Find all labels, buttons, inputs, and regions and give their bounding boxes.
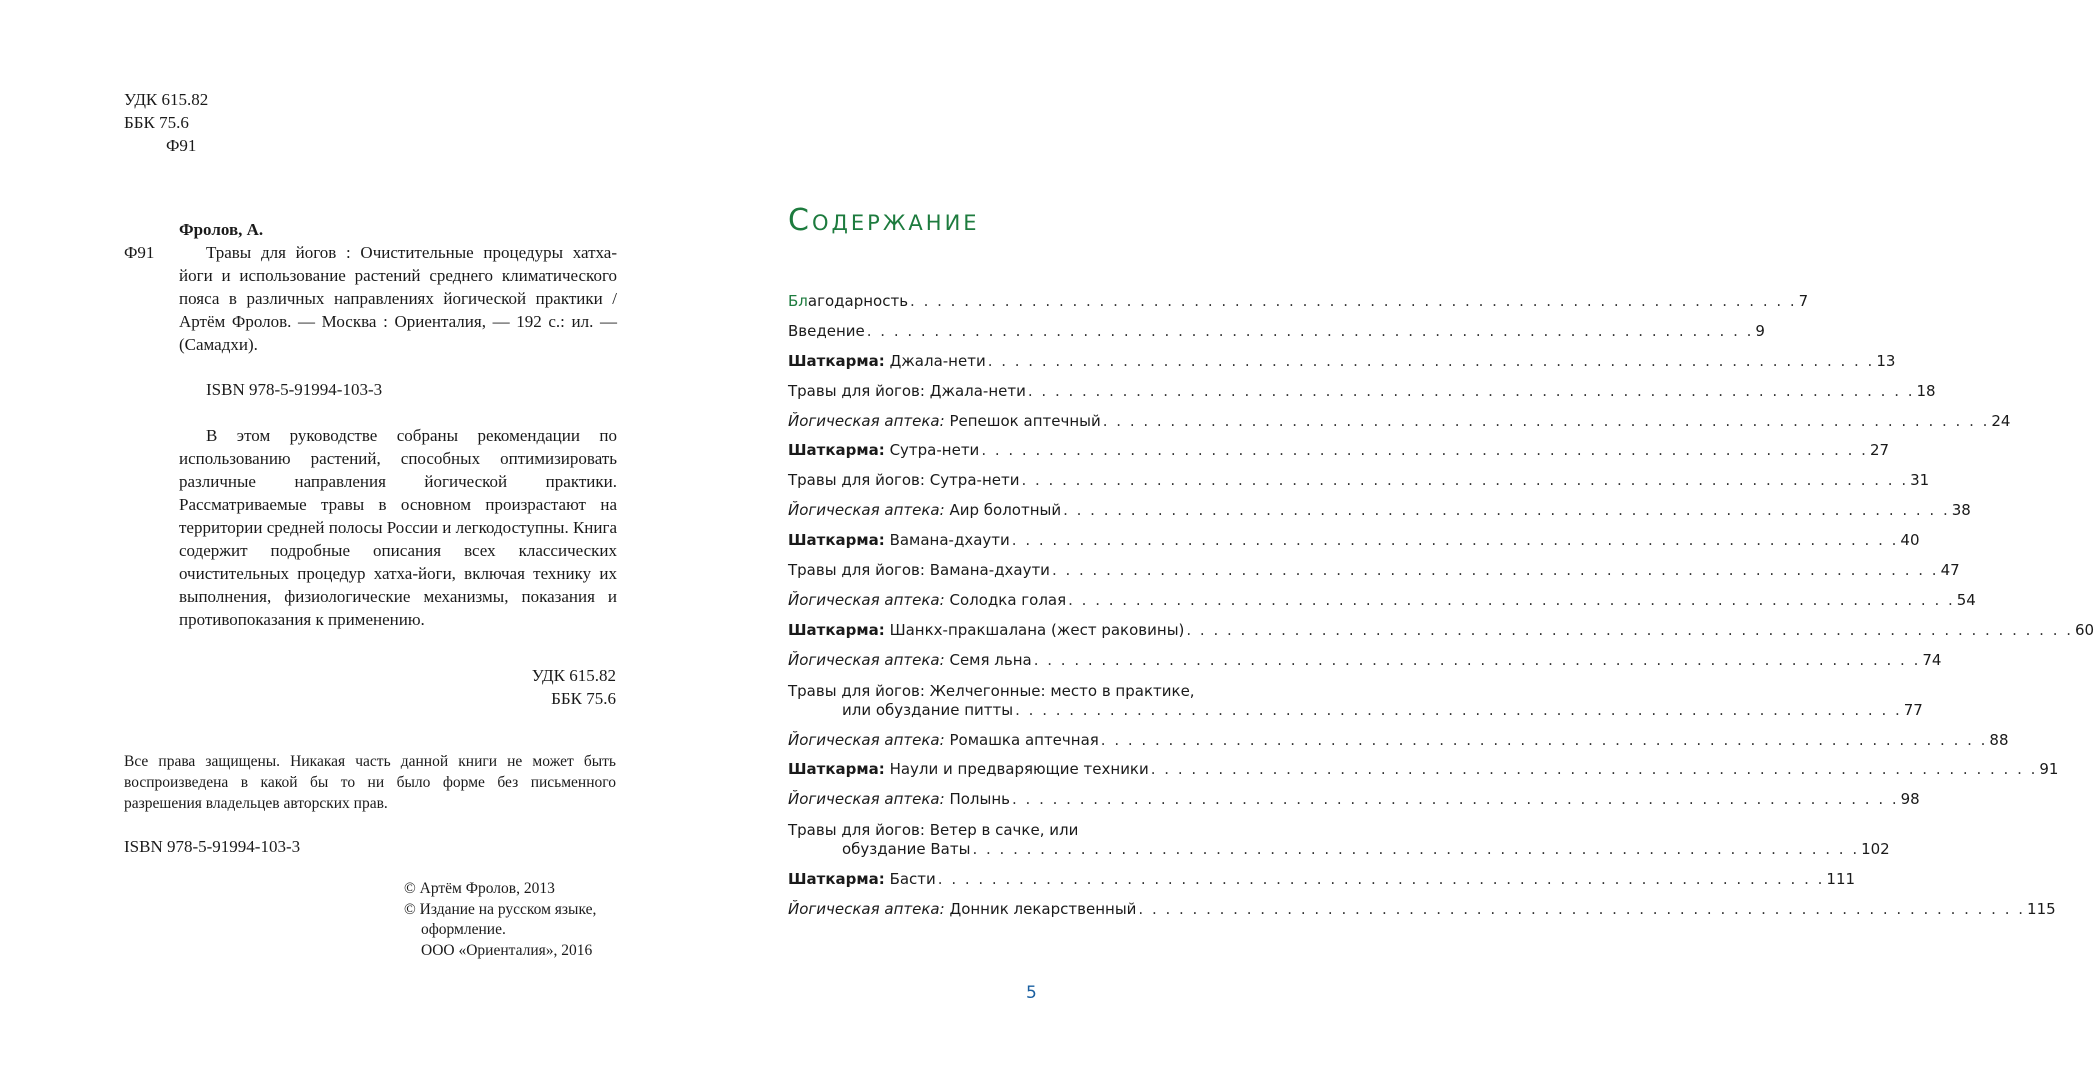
- toc-item-text: Басти: [889, 870, 936, 889]
- toc-section-label: Йогическая аптека:: [788, 411, 945, 430]
- author-mark-code: Ф91: [124, 243, 155, 262]
- annotation: В этом руководстве собраны рекомендации по использованию растений, способных оптимизировать различные направления йогической практики. Рассматриваемые травы в основном произрастают на территории средней полосы России и легкодоступны. Книга содержит подробные описания всех классических очистительных процедур хатха-йоги, включая технику их выполнения, физиологические механизмы, показания и противопоказания к применению.: [179, 426, 617, 629]
- toc-item[interactable]: [788, 790, 1920, 820]
- toc-item-title: [788, 651, 1032, 669]
- copyright-author: © Артём Фролов, 2013: [404, 880, 555, 897]
- toc-page-number: 27: [1869, 441, 1890, 460]
- toc-item[interactable]: [788, 351, 1896, 382]
- toc-section-label: Йогическая аптека:: [788, 900, 945, 919]
- left-page: [0, 0, 700, 1080]
- bibliographic-description: Травы для йогов : Очистительные процедуры хатха-йоги и использование растений среднего климатического пояса в различных направлениях йогической практики / Артём Фролов. — Москва : Ориенталия, — 192 с.: ил. — (Самадхи).: [179, 243, 617, 354]
- toc-item[interactable]: [788, 590, 1976, 621]
- toc-page-number: 91: [2039, 760, 2059, 779]
- toc-leader-dots: . . . . . . . . . . . . . . . . . . . . . . . . . . . . . . . . . . . . . . . . . . . . . . . . . . . . . . . . . . . . . . . . . .: [981, 441, 1868, 460]
- toc-section-label: Шаткарма:: [788, 760, 885, 779]
- toc-item-text: Солодка голая: [949, 590, 1067, 609]
- toc-page-number: 47: [1940, 561, 1960, 580]
- toc-item-text: Аир болотный: [949, 501, 1062, 520]
- toc-section-label: Йогическая аптека:: [788, 790, 945, 809]
- toc-leader-dots: . . . . . . . . . . . . . . . . . . . . . . . . . . . . . . . . . . . . . . . . . . . . . . . . . . . . . . . . . . . . . . . . . .: [1012, 790, 1899, 809]
- toc-item-title: [788, 501, 1061, 519]
- udk-code: УДК 615.82: [124, 90, 209, 109]
- toc-item[interactable]: [788, 900, 2056, 930]
- toc-page-number: 77: [1903, 700, 1923, 719]
- toc-leader-dots: . . . . . . . . . . . . . . . . . . . . . . . . . . . . . . . . . . . . . . . . . . . . . . . . . . . . . . . . . . . . . . . . . .: [972, 840, 1860, 859]
- toc-item-continuation: или обуздание питты: [842, 700, 1014, 719]
- isbn: ISBN 978-5-91994-103-3: [206, 380, 383, 399]
- toc-item-title: [788, 382, 1026, 400]
- toc-item-title: [788, 591, 1066, 609]
- author-mark: Ф91: [166, 136, 197, 155]
- toc-item-text: Наули и предваряющие техники: [889, 760, 1149, 779]
- toc-item-title: [788, 531, 1010, 549]
- toc-item[interactable]: [788, 650, 1942, 681]
- toc-item[interactable]: [788, 870, 1856, 900]
- toc-page-number: 38: [1951, 501, 1971, 520]
- toc-item-text: Введение: [788, 321, 865, 340]
- toc-section-label: Йогическая аптека:: [788, 650, 945, 669]
- toc-item-title: [788, 322, 865, 340]
- toc-item[interactable]: [788, 820, 1890, 870]
- toc-section-label: Йогическая аптека:: [788, 501, 945, 520]
- toc-item-text: Травы для йогов: Желчегонные: место в практике,: [788, 681, 1195, 700]
- toc-page-number: 115: [2027, 900, 2056, 919]
- isbn-bottom: ISBN 978-5-91994-103-3: [124, 837, 301, 856]
- toc-leader-dots: . . . . . . . . . . . . . . . . . . . . . . . . . . . . . . . . . . . . . . . . . . . . . . . . . . . . . . . . . . . . . . . . . .: [1102, 411, 1990, 430]
- toc-item[interactable]: [788, 471, 1930, 501]
- toc-title: Содержание: [788, 203, 980, 238]
- toc-leader-dots: . . . . . . . . . . . . . . . . . . . . . . . . . . . . . . . . . . . . . . . . . . . . . . . . . . . . . . . . . . . . . . . . . .: [1033, 650, 1921, 669]
- toc-item-text: Полынь: [949, 790, 1011, 809]
- bbk-code-bottom: ББК 75.6: [551, 689, 616, 708]
- copyright-edition: © Издание на русском языке,: [404, 900, 597, 918]
- toc-section-label: Йогическая аптека:: [788, 730, 945, 749]
- udk-code-bottom: УДК 615.82: [531, 666, 616, 685]
- toc-item-title: [788, 821, 1078, 839]
- udk-block-bottom: [400, 664, 616, 710]
- toc-leader-dots: . . . . . . . . . . . . . . . . . . . . . . . . . . . . . . . . . . . . . . . . . . . . . . . . . . . . . . . . . . . . . . . . . .: [1015, 700, 1902, 719]
- toc-page-number: 88: [1989, 730, 2009, 749]
- toc-item[interactable]: [788, 531, 1920, 561]
- toc-item-title: [788, 412, 1101, 430]
- toc-leader-dots: . . . . . . . . . . . . . . . . . . . . . . . . . . . . . . . . . . . . . . . . . . . . . . . . . . . . . . . . . . . . . . . . . .: [1186, 620, 2074, 639]
- copyright-publisher: ООО «Ориенталия», 2016: [421, 941, 593, 959]
- toc-section-label: Шаткарма:: [788, 620, 885, 639]
- toc-leader-dots: . . . . . . . . . . . . . . . . . . . . . . . . . . . . . . . . . . . . . . . . . . . . . . . . . . . . . . . . . . . . . . . . . .: [866, 321, 1754, 340]
- toc-item[interactable]: [788, 760, 2059, 790]
- toc-item-text: Ромашка аптечная: [949, 730, 1099, 749]
- toc-leader-dots: . . . . . . . . . . . . . . . . . . . . . . . . . . . . . . . . . . . . . . . . . . . . . . . . . . . . . . . . . . . . . . . . . .: [1068, 590, 1955, 609]
- copyright-design: оформление.: [421, 921, 506, 938]
- toc-page-number: 60: [2075, 620, 2094, 639]
- toc-page-number: 7: [1798, 292, 1809, 310]
- toc-item-text: Вамана-дхаути: [889, 531, 1010, 550]
- toc-item-title: [788, 900, 1136, 918]
- toc-item-title: [788, 760, 1149, 778]
- toc-item[interactable]: [788, 620, 2094, 651]
- toc-section-label: Шаткарма:: [788, 870, 885, 889]
- toc-item-title: [788, 790, 1010, 808]
- toc-item-text: Травы для йогов: Сутра-нети: [788, 471, 1020, 490]
- toc-leader-dots: . . . . . . . . . . . . . . . . . . . . . . . . . . . . . . . . . . . . . . . . . . . . . . . . . . . . . . . . . . . . . . . . . .: [910, 292, 1797, 310]
- toc-section-label: Шаткарма:: [788, 351, 885, 370]
- toc-item-text: агодарность: [807, 292, 909, 310]
- toc-leader-dots: . . . . . . . . . . . . . . . . . . . . . . . . . . . . . . . . . . . . . . . . . . . . . . . . . . . . . . . . . . . . . . . . . .: [1027, 381, 1915, 400]
- toc-page-number: 74: [1922, 650, 1942, 669]
- toc-item-title: [788, 561, 1050, 579]
- toc-item-text: Сутра-нети: [889, 441, 980, 460]
- toc-leader-dots: . . . . . . . . . . . . . . . . . . . . . . . . . . . . . . . . . . . . . . . . . . . . . . . . . . . . . . . . . . . . . . . . . .: [1051, 561, 1939, 580]
- toc-leader-dots: . . . . . . . . . . . . . . . . . . . . . . . . . . . . . . . . . . . . . . . . . . . . . . . . . . . . . . . . . . . . . . . . . .: [1021, 471, 1909, 490]
- toc-page-number: 54: [1956, 590, 1976, 609]
- toc-item-title: [788, 870, 936, 888]
- toc-item-text: Травы для йогов: Вамана-дхаути: [788, 561, 1050, 580]
- toc-item[interactable]: [788, 561, 1960, 591]
- toc-item[interactable]: [788, 292, 1809, 322]
- toc-leader-dots: . . . . . . . . . . . . . . . . . . . . . . . . . . . . . . . . . . . . . . . . . . . . . . . . . . . . . . . . . . . . . . . . . .: [1150, 760, 2038, 779]
- toc-page-number: 111: [1826, 870, 1856, 889]
- toc-leader-dots: . . . . . . . . . . . . . . . . . . . . . . . . . . . . . . . . . . . . . . . . . . . . . . . . . . . . . . . . . . . . . . . . . .: [1100, 730, 1988, 749]
- toc-item-text: Семя льна: [949, 650, 1032, 669]
- toc-item-title: [788, 352, 986, 370]
- toc-page-number: 102: [1861, 840, 1890, 859]
- rights-notice: Все права защищены. Никакая часть данной книги не может быть воспроизведена в какой бы то ни было форме без письменного разрешения владельцев авторских прав.: [124, 753, 616, 812]
- toc-item-continuation: обуздание Ваты: [842, 840, 971, 859]
- toc-item-title: [788, 682, 1195, 700]
- toc-item-text: Репешок аптечный: [949, 411, 1101, 430]
- toc-item[interactable]: [788, 411, 2011, 442]
- toc-initial-letters: Бл: [788, 292, 808, 310]
- toc-item[interactable]: [788, 681, 1923, 731]
- toc-item[interactable]: [788, 441, 1890, 471]
- toc-page-number: 24: [1991, 411, 2011, 430]
- toc-leader-dots: . . . . . . . . . . . . . . . . . . . . . . . . . . . . . . . . . . . . . . . . . . . . . . . . . . . . . . . . . . . . . . . . . .: [1138, 900, 2026, 919]
- toc-leader-dots: . . . . . . . . . . . . . . . . . . . . . . . . . . . . . . . . . . . . . . . . . . . . . . . . . . . . . . . . . . . . . . . . . .: [1063, 501, 1950, 520]
- copyright-block: [404, 879, 596, 961]
- toc-item[interactable]: [788, 730, 2009, 761]
- table-of-contents: [788, 292, 2094, 930]
- bbk-code: ББК 75.6: [124, 113, 189, 132]
- toc-page-number: 9: [1755, 321, 1765, 340]
- toc-leader-dots: . . . . . . . . . . . . . . . . . . . . . . . . . . . . . . . . . . . . . . . . . . . . . . . . . . . . . . . . . . . . . . . . . .: [987, 351, 1875, 370]
- toc-item-title: [788, 731, 1099, 749]
- toc-item[interactable]: [788, 381, 1936, 412]
- toc-item-text: Джала-нети: [889, 351, 986, 370]
- toc-item-text: Травы для йогов: Джала-нети: [788, 381, 1026, 400]
- toc-page-number: 18: [1916, 381, 1936, 400]
- author-name: Фролов, А.: [179, 220, 264, 239]
- page-number: 5: [1026, 983, 1037, 1003]
- toc-page-number: 40: [1900, 531, 1920, 550]
- toc-section-label: Шаткарма:: [788, 531, 885, 550]
- toc-leader-dots: . . . . . . . . . . . . . . . . . . . . . . . . . . . . . . . . . . . . . . . . . . . . . . . . . . . . . . . . . . . . . . . . . .: [937, 870, 1825, 889]
- toc-section-label: Йогическая аптека:: [788, 590, 945, 609]
- toc-section-label: Шаткарма:: [788, 441, 885, 460]
- toc-item-title: [788, 471, 1019, 489]
- udk-block-top: [124, 88, 208, 157]
- toc-leader-dots: . . . . . . . . . . . . . . . . . . . . . . . . . . . . . . . . . . . . . . . . . . . . . . . . . . . . . . . . . . . . . . . . . .: [1011, 531, 1899, 550]
- toc-item-title: [788, 441, 979, 459]
- toc-item-text: Травы для йогов: Ветер в сачке, или: [788, 821, 1079, 840]
- toc-item[interactable]: [788, 501, 1971, 531]
- toc-page-number: 31: [1910, 471, 1930, 490]
- toc-item-text: Шанкх-пракшалана (жест раковины): [889, 620, 1185, 639]
- toc-item-title: [788, 621, 1184, 639]
- toc-item-text: Донник лекарственный: [949, 900, 1137, 919]
- toc-item-title: [788, 292, 908, 310]
- toc-page-number: 13: [1876, 351, 1896, 370]
- toc-item[interactable]: [788, 321, 1765, 352]
- toc-page-number: 98: [1900, 790, 1920, 809]
- right-page: [700, 0, 2094, 1080]
